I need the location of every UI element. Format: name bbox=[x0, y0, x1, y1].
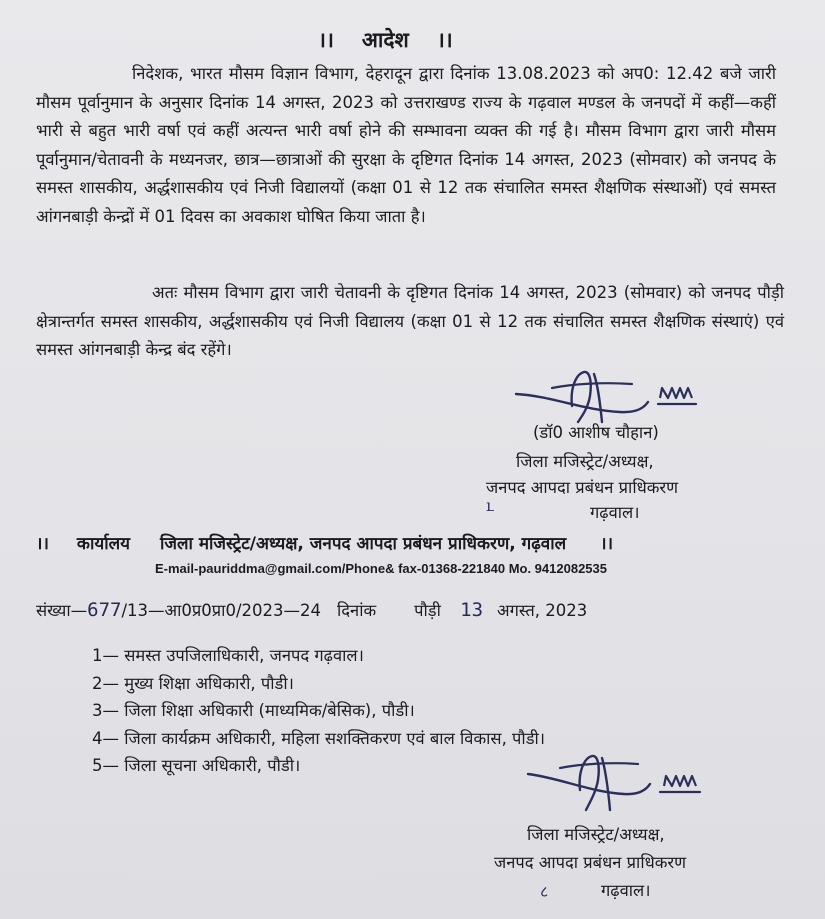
distribution-item: 3— जिला शिक्षा अधिकारी (माध्यमिक/बेसिक), पौडी। bbox=[92, 701, 415, 721]
title-bar-left: ।। bbox=[318, 28, 334, 52]
signatory-place-2: गढ़वाल। bbox=[601, 881, 651, 900]
signatory-authority-1: जनपद आपदा प्रबंधन प्राधिकरण bbox=[486, 478, 679, 497]
distribution-item: 1— समस्त उपजिलाधिकारी, जनपद गढ़वाल। bbox=[92, 646, 364, 665]
distribution-item: 4— जिला कार्यक्रम अधिकारी, महिला सशक्तिकरण एवं बाल विकास, पौडी। bbox=[92, 728, 546, 748]
distribution-item: 2— मुख्य शिक्षा अधिकारी, पौडी। bbox=[92, 673, 294, 693]
order-paragraph-1: निदेशक, भारत मौसम विज्ञान विभाग, देहरादून द्वारा दिनांक 13.08.2023 को अप0: 12.42 बजे जारी मौसम पूर्वानुमान के अनुसार दिनांक 14 अगस्त, 2023 को उत्तराखण्ड राज्य के गढ़वाल मण्डल के जनपदों में कहीं—कहीं भारी से बहुत भारी वर्षा एवं कहीं अत्यन्त भारी वर्षा होने की सम्भावना व्यक्त की गई है। मौसम विभाग द्वारा जारी मौसम पूर्वानुमान/चेतावनी के मध्यनजर, छात्र—छात्राओं की सुरक्षा के दृष्टिगत दिनांक 14 अगस्त, 2023 (सोमवार) को जनपद के समस्त शासकीय, अर्द्धशासकीय एवं निजी विद्यालयों (कक्षा 01 से 12 तक संचालित समस्त शैक्षणिक संस्थाओं) एवं समस्त आंगनबाड़ी केन्द्रों में 01 दिवस का अवकाश घोषित किया जाता है। bbox=[36, 64, 776, 226]
reference-day-handwritten: 13 bbox=[460, 599, 484, 621]
reference-month-year: अगस्त, 2023 bbox=[497, 601, 588, 620]
reference-number-suffix: /13—आ0प्र0प्रा0/2023—24 bbox=[121, 601, 321, 620]
signature-2-scribble bbox=[524, 752, 714, 822]
signatory-authority-2: जनपद आपदा प्रबंधन प्राधिकरण bbox=[494, 853, 687, 872]
distribution-list bbox=[92, 642, 545, 780]
office-contact: E-mail-pauriddma@gmail.com/Phone& fax-01368-221840 Mo. 9412082535 bbox=[155, 561, 607, 576]
reference-date-label: दिनांक bbox=[337, 601, 377, 620]
title-bar-right: ।। bbox=[436, 28, 453, 52]
order-title bbox=[318, 26, 453, 54]
signatory-name: (डॉ0 आशीष चौहान) bbox=[533, 423, 659, 442]
title-text: आदेश bbox=[361, 28, 409, 52]
handwritten-mark-2: ८ bbox=[540, 882, 549, 901]
office-heading bbox=[36, 531, 613, 554]
reference-place: पौड़ी bbox=[414, 601, 441, 620]
office-name: जिला मजिस्ट्रेट/अध्यक्ष, जनपद आपदा प्रबंधन प्राधिकरण, गढ़वाल bbox=[160, 534, 567, 554]
office-bar-left: ।। bbox=[36, 534, 49, 554]
office-label: कार्यालय bbox=[76, 534, 130, 554]
reference-label: संख्या— bbox=[36, 601, 88, 620]
signatory-place-1: गढ़वाल। bbox=[590, 503, 640, 522]
handwritten-mark-1: ւ bbox=[486, 496, 494, 515]
signatory-designation-1: जिला मजिस्ट्रेट/अध्यक्ष, bbox=[516, 452, 654, 471]
distribution-item: 5— जिला सूचना अधिकारी, पौडी। bbox=[92, 756, 301, 776]
signatory-designation-2: जिला मजिस्ट्रेट/अध्यक्ष, bbox=[527, 825, 665, 844]
office-bar-right: ।। bbox=[600, 534, 614, 554]
reference-line bbox=[36, 598, 587, 621]
reference-number-handwritten: 677 bbox=[87, 599, 122, 621]
order-paragraph-2: अतः मौसम विभाग द्वारा जारी चेतावनी के दृष्टिगत दिनांक 14 अगस्त, 2023 (सोमवार) को जनपद पौड़ी क्षेत्रान्तर्गत समस्त शासकीय, अर्द्धशासकीय एवं निजी विद्यालय (कक्षा 01 से 12 तक संचालित समस्त शैक्षणिक संस्थाएं) एवं समस्त आंगनबाड़ी केन्द्र बंद रहेंगे। bbox=[36, 283, 784, 359]
